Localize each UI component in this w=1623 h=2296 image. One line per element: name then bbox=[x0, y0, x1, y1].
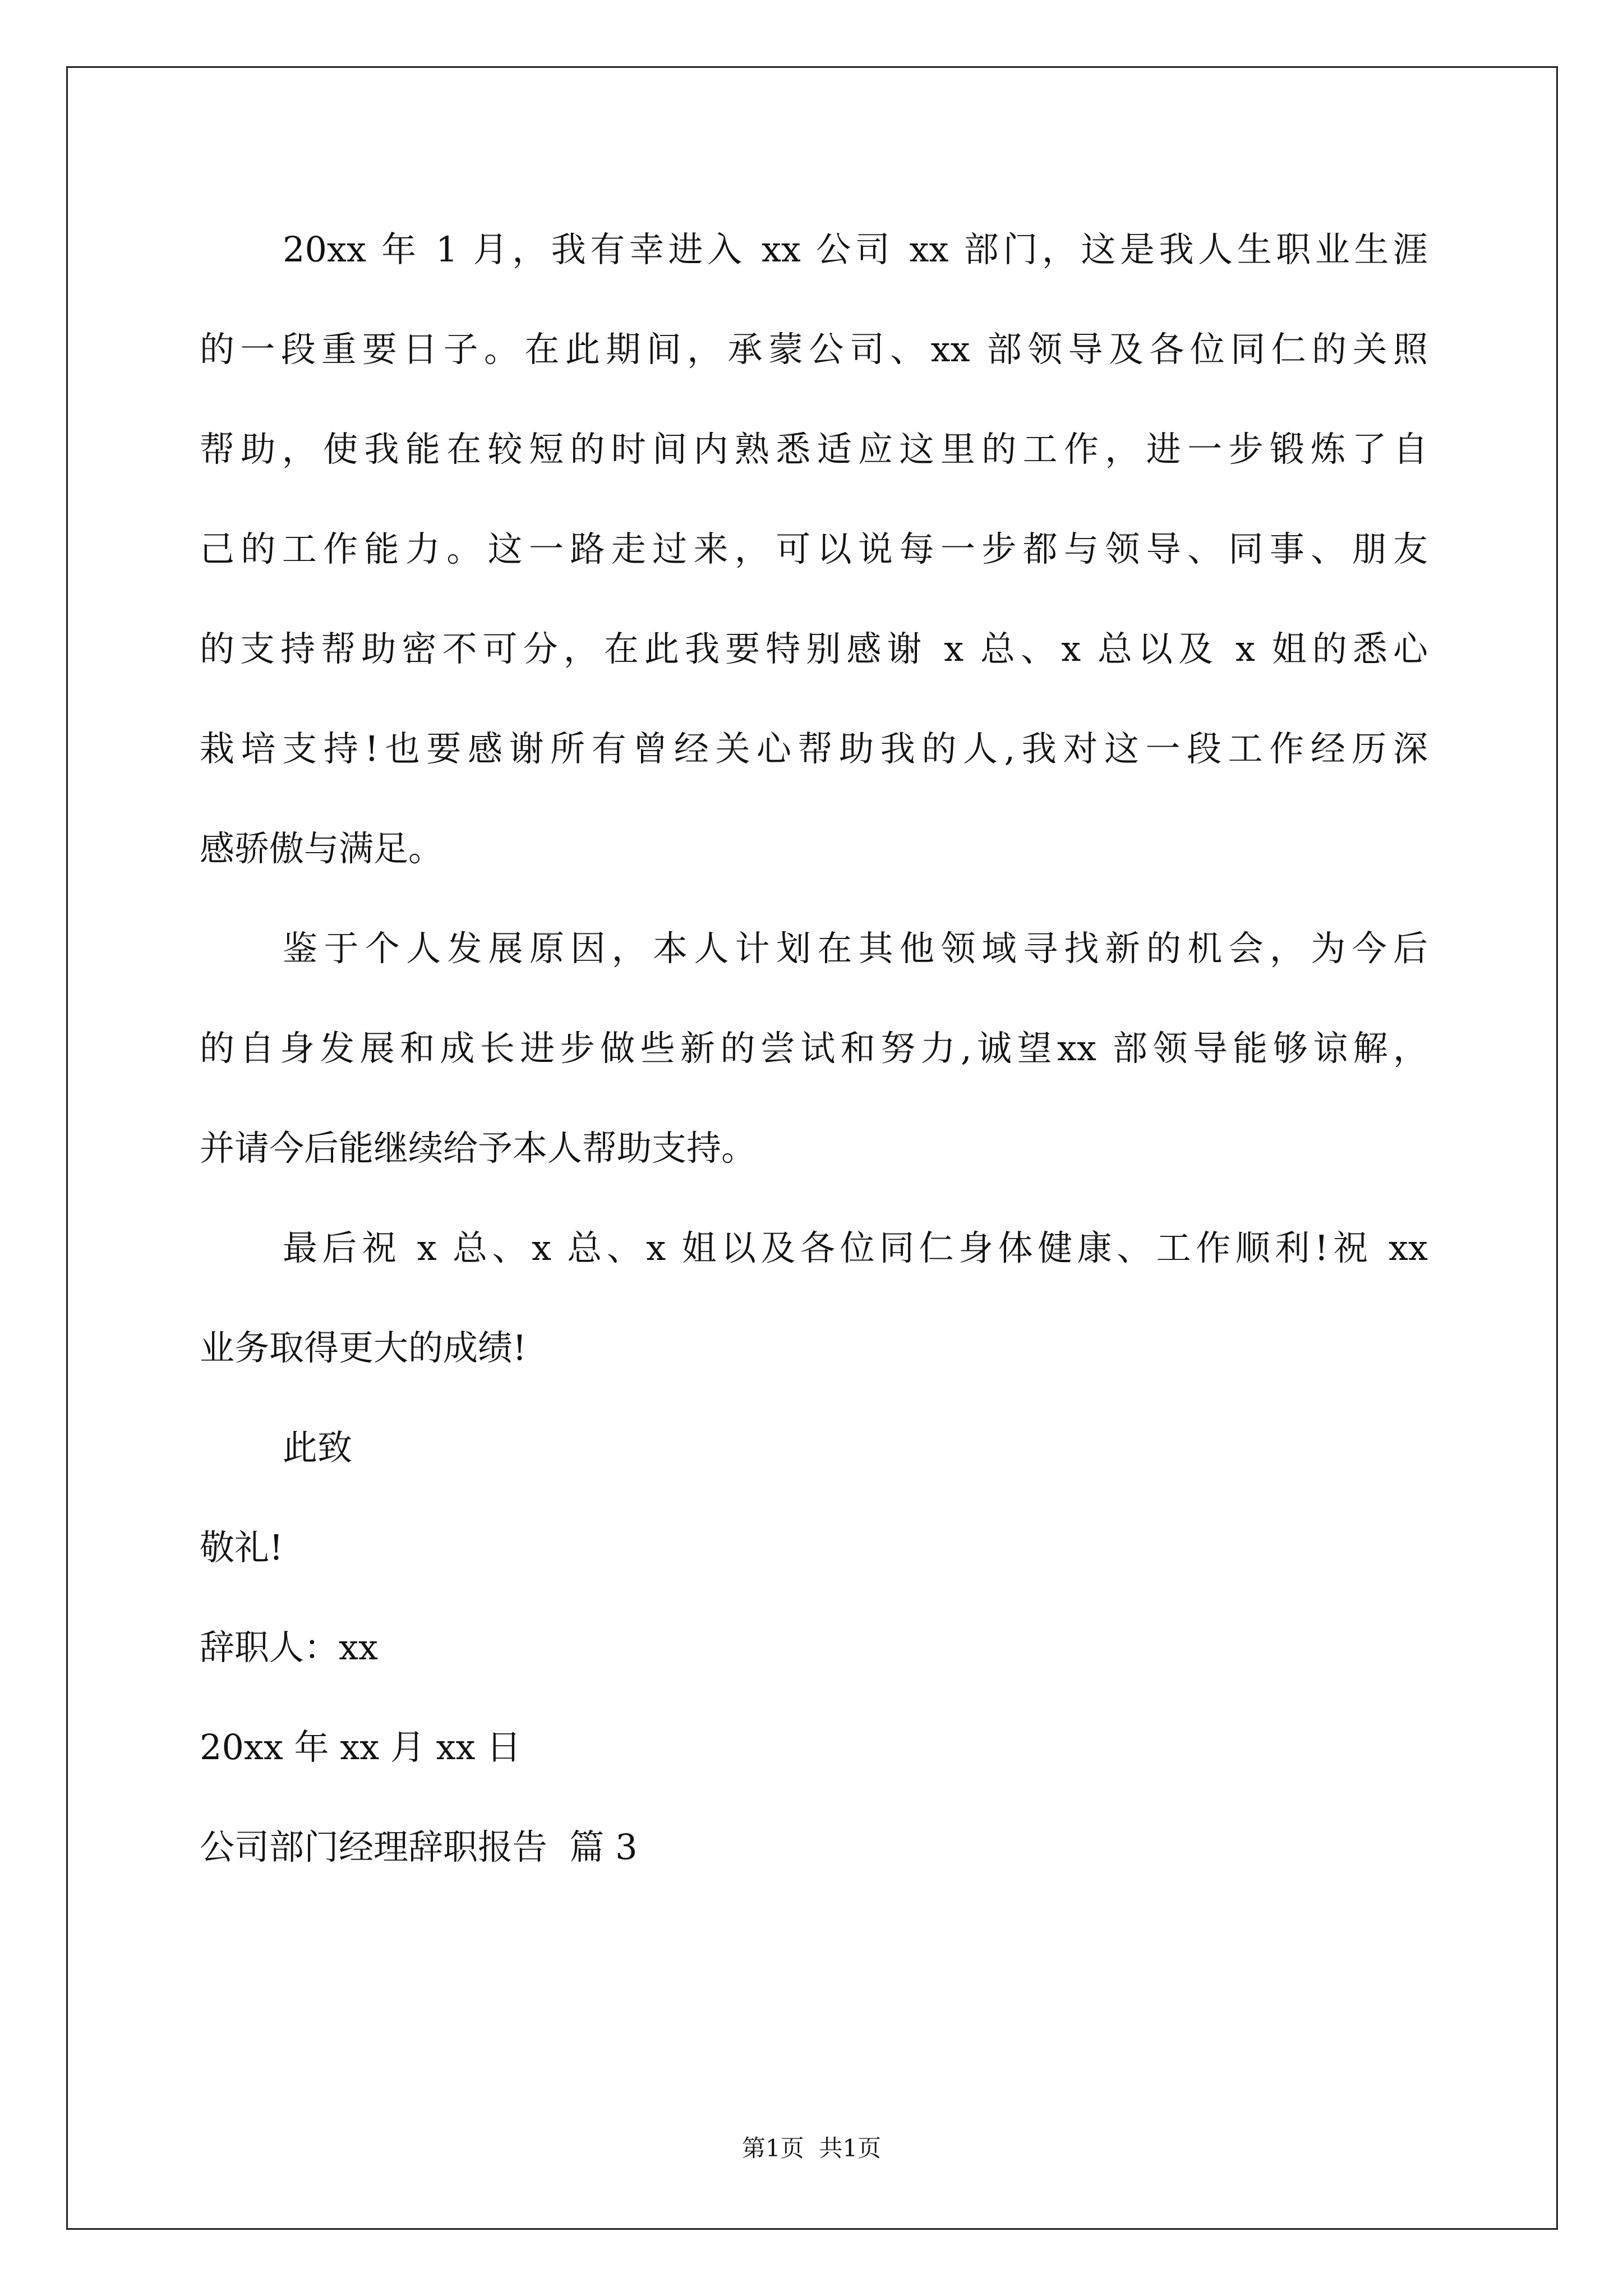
date-text: 20xx 年 xx 月 xx 日 bbox=[200, 1727, 522, 1768]
paragraph-1-line-7: 感骄傲与满足。 bbox=[200, 828, 444, 869]
signer-text: 辞职人：xx bbox=[200, 1627, 378, 1668]
closing-text: 此致 bbox=[283, 1427, 353, 1468]
salutation-text: 敬礼! bbox=[200, 1527, 283, 1568]
paragraph-2-line-2: 的自身发展和成长进步做些新的尝试和努力,诚望xx 部领导能够谅解， bbox=[200, 1028, 1428, 1069]
page-footer bbox=[0, 2132, 1623, 2165]
paragraph-3-line-1: 最后祝 x 总、x 总、x 姐以及各位同仁身体健康、工作顺利!祝 xx bbox=[283, 1227, 1428, 1268]
paragraph-1-line-1: 20xx 年 1 月，我有幸进入 xx 公司 xx 部门，这是我人生职业生涯 bbox=[283, 229, 1428, 270]
paragraph-1-line-5: 的支持帮助密不可分，在此我要特别感谢 x 总、x 总以及 x 姐的悉心 bbox=[200, 628, 1428, 669]
paragraph-1-line-2: 的一段重要日子。在此期间，承蒙公司、xx 部领导及各位同仁的关照 bbox=[200, 329, 1428, 370]
paragraph-2-line-1: 鉴于个人发展原因，本人计划在其他领域寻找新的机会，为今后 bbox=[283, 928, 1428, 969]
paragraph-2-line-3: 并请今后能继续给予本人帮助支持。 bbox=[200, 1128, 757, 1168]
next-section-heading: 公司部门经理辞职报告 篇 3 bbox=[200, 1826, 638, 1867]
paragraph-1-line-4: 己的工作能力。这一路走过来，可以说每一步都与领导、同事、朋友 bbox=[200, 528, 1428, 569]
paragraph-1-line-3: 帮助，使我能在较短的时间内熟悉适应这里的工作，进一步锻炼了自 bbox=[200, 429, 1428, 470]
page-number: 第1页 共1页 bbox=[741, 2134, 882, 2162]
paragraph-3-line-2: 业务取得更大的成绩! bbox=[200, 1327, 527, 1368]
paragraph-1-line-6: 栽培支持!也要感谢所有曾经关心帮助我的人,我对这一段工作经历深 bbox=[200, 728, 1428, 769]
